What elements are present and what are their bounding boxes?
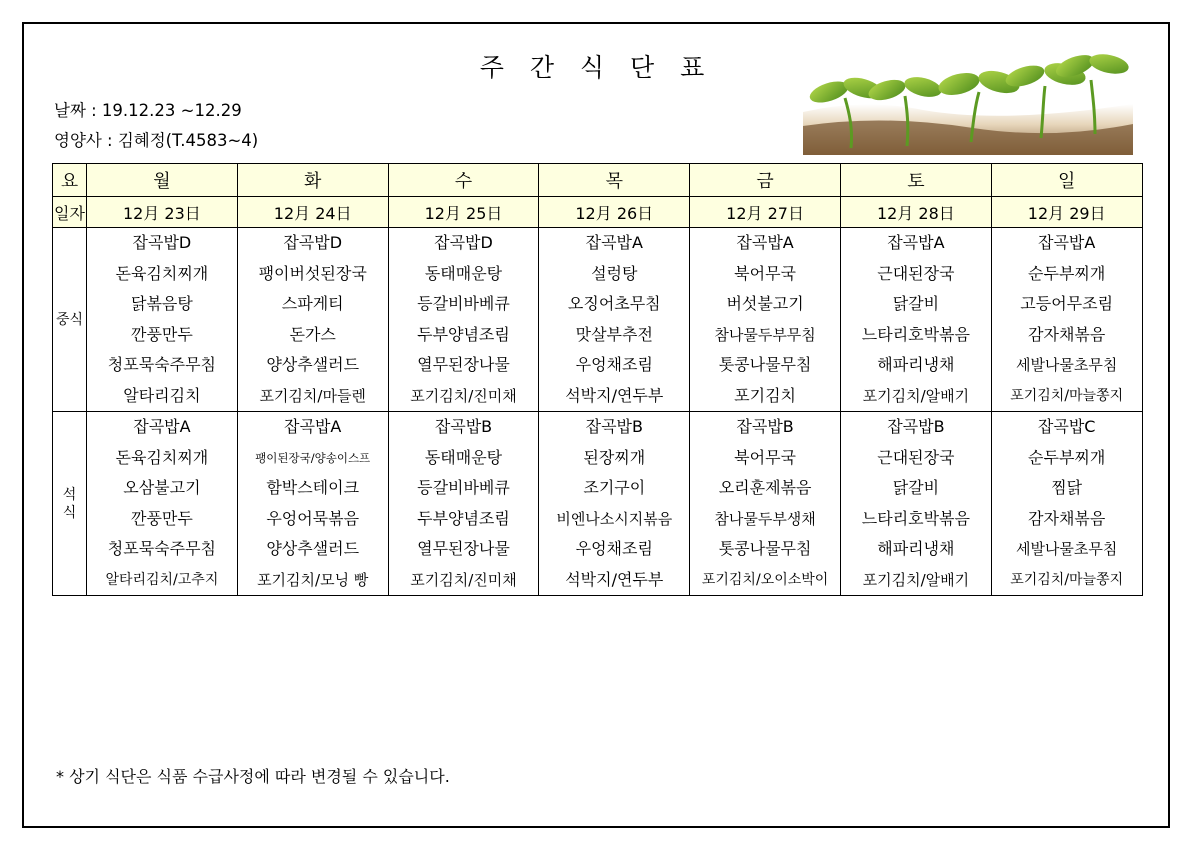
date-wed: 12月 25日 <box>388 197 539 228</box>
date-sat: 12月 28日 <box>840 197 991 228</box>
date-fri: 12月 27日 <box>690 197 841 228</box>
day-header-fri: 금 <box>690 164 841 197</box>
dinner-row <box>53 412 1143 596</box>
page-title: 주 간 식 단 표 <box>479 53 714 82</box>
lunch-cell-tue: 잡곡밥D 팽이버섯된장국 스파게티 돈가스 양상추샐러드 포기김치/마들렌 <box>237 228 388 412</box>
dinner-cell-mon: 잡곡밥A 돈육김치찌개 오삼불고기 깐풍만두 청포묵숙주무침 알타리김치/고추지 <box>87 412 238 596</box>
dinner-cell-sun: 잡곡밥C 순두부찌개 찜닭 감자채볶음 세발나물초무침 포기김치/마늘쫑지 <box>991 412 1142 596</box>
dinner-cell-sat: 잡곡밥B 근대된장국 닭갈비 느타리호박볶음 해파리냉채 포기김치/알배기 <box>840 412 991 596</box>
date-thu: 12月 26日 <box>539 197 690 228</box>
lunch-cell-sat: 잡곡밥A 근대된장국 닭갈비 느타리호박볶음 해파리냉채 포기김치/알배기 <box>840 228 991 412</box>
document-meta <box>54 96 258 156</box>
day-header-mon: 월 <box>87 164 238 197</box>
meal-label-lunch: 중식 <box>53 228 87 412</box>
table-header-row <box>53 164 1143 197</box>
day-header-sun: 일 <box>991 164 1142 197</box>
dinner-cell-thu: 잡곡밥B 된장찌개 조기구이 비엔나소시지볶음 우엉채조림 석박지/연두부 <box>539 412 690 596</box>
date-mon: 12月 23日 <box>87 197 238 228</box>
lunch-cell-fri: 잡곡밥A 북어무국 버섯불고기 참나물두부무침 톳콩나물무침 포기김치 <box>690 228 841 412</box>
date-range-line: 날짜 : 19.12.23 ~12.29 <box>54 101 242 120</box>
lunch-cell-wed: 잡곡밥D 동태매운탕 등갈비바베큐 두부양념조림 열무된장나물 포기김치/진미채 <box>388 228 539 412</box>
lunch-cell-thu: 잡곡밥A 설렁탕 오징어초무침 맛살부추전 우엉채조림 석박지/연두부 <box>539 228 690 412</box>
lunch-row <box>53 228 1143 412</box>
day-header-tue: 화 <box>237 164 388 197</box>
day-header-wed: 수 <box>388 164 539 197</box>
meal-label-dinner: 석 식 <box>53 412 87 596</box>
table-date-row <box>53 197 1143 228</box>
dinner-cell-tue: 잡곡밥A 팽이된장국/양송이스프 함박스테이크 우엉어묵볶음 양상추샐러드 포기김치/모닝 빵 <box>237 412 388 596</box>
lunch-cell-mon: 잡곡밥D 돈육김치찌개 닭볶음탕 깐풍만두 청포묵숙주무침 알타리김치 <box>87 228 238 412</box>
date-sun: 12月 29日 <box>991 197 1142 228</box>
date-row-label: 일자 <box>53 197 87 228</box>
dietitian-line: 영양사 : 김혜정(T.4583~4) <box>54 131 259 150</box>
lunch-cell-sun: 잡곡밥A 순두부찌개 고등어무조림 감자채볶음 세발나물초무침 포기김치/마늘쫑지 <box>991 228 1142 412</box>
sprout-illustration <box>803 40 1133 155</box>
footnote: * 상기 식단은 식품 수급사정에 따라 변경될 수 있습니다. <box>56 767 450 786</box>
date-tue: 12月 24日 <box>237 197 388 228</box>
weekly-menu-table <box>52 163 1143 596</box>
dinner-cell-wed: 잡곡밥B 동태매운탕 등갈비바베큐 두부양념조림 열무된장나물 포기김치/진미채 <box>388 412 539 596</box>
corner-label: 요 <box>53 164 87 197</box>
dinner-cell-fri: 잡곡밥B 북어무국 오리훈제볶음 참나물두부생채 톳콩나물무침 포기김치/오이소박이 <box>690 412 841 596</box>
day-header-sat: 토 <box>840 164 991 197</box>
day-header-thu: 목 <box>539 164 690 197</box>
